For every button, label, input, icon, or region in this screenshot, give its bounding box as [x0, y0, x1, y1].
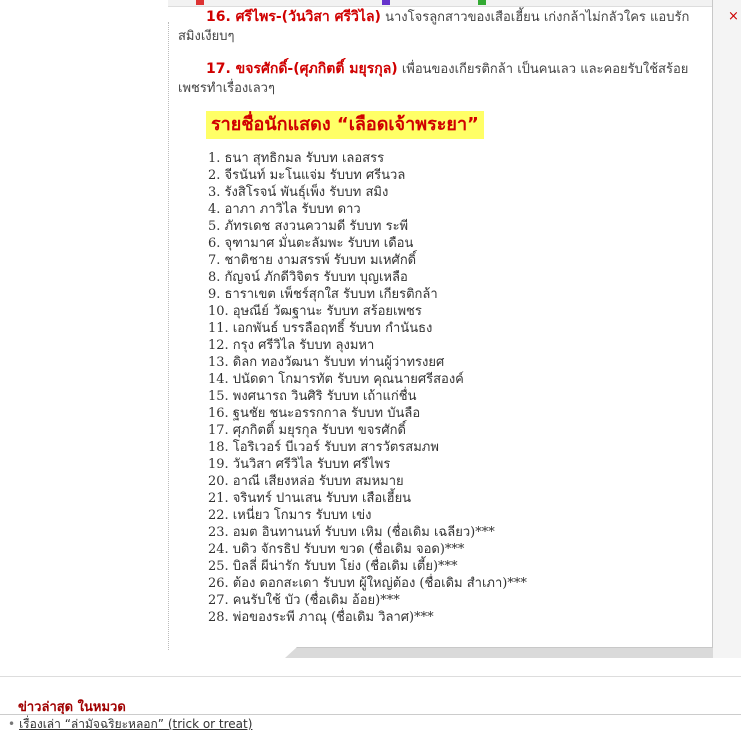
character-17-description: เพื่อนของเกียรติกล้า เป็นคนเลว และคอยรับใช้สร้อยเพชรทำเรื่องเลวๆ	[178, 62, 689, 96]
cast-item: 9. ธาราเขต เพ็ชร์สุกใส รับบท เกียรติกล้า	[208, 287, 438, 302]
cast-item: 27. คนรับใช้ บัว (ชื่อเดิม อ้อย)***	[208, 593, 400, 608]
character-17-title: 17. ขจรศักดิ์-(ศุภกิตติ์ มยุรกุล)	[206, 61, 398, 77]
cast-item: 20. อาณี เสียงหล่อ รับบท สมหมาย	[208, 474, 404, 489]
character-16-paragraph	[178, 8, 706, 46]
article-footer-bar	[0, 647, 713, 659]
left-sidebar	[0, 0, 168, 650]
character-16-description: นางโจรลูกสาวของเสือเฮี้ยน เก่งกล้าไม่กลัวใคร แอบรักสมิงเงียบๆ	[178, 10, 690, 44]
cast-item: 7. ชาติชาย งามสรรพ์ รับบท มเหศักดิ์	[208, 253, 417, 268]
content-divider	[168, 22, 169, 650]
right-sidebar	[713, 0, 741, 658]
close-icon[interactable]: ×	[728, 9, 739, 24]
cast-item: 17. ศุภกิตติ์ มยุรกุล รับบท ขจรศักดิ์	[208, 423, 406, 438]
cast-item: 25. บิลลี่ ผีน่ารัก รับบท โย่ง (ชื่อเดิม เตี้ย)***	[208, 559, 458, 574]
latest-news-link[interactable]: เรื่องเล่า “ล่ามัจฉริยะหลอก” (trick or treat)	[19, 717, 253, 731]
cast-item: 8. กัญจน์ ภักดีวิจิตร รับบท บุญเหลือ	[208, 270, 408, 285]
cast-item: 5. ภัทรเดช สงวนความดี รับบท ระพี	[208, 219, 409, 234]
cast-item: 28. พ่อของระพี ภาณุ (ชื่อเดิม วิลาศ)***	[208, 610, 434, 625]
cast-item: 26. ต้อง ดอกสะเดา รับบท ผู้ใหญ่ต้อง (ชื่อเดิม สำเภา)***	[208, 576, 527, 591]
cast-item: 16. ฐนชัย ชนะอรรกกาล รับบท บันลือ	[208, 406, 421, 421]
cast-item: 13. ดิลก ทองวัฒนา รับบท ท่านผู้ว่าทรงยศ	[208, 355, 445, 370]
cast-item: 2. จีรนันท์ มะโนแจ่ม รับบท ศรีนวล	[208, 168, 406, 183]
cast-item: 24. บดิว จักรธิป รับบท ขวด (ชื่อเดิม จอด)***	[208, 542, 465, 557]
cast-item: 6. จุฑามาศ มั่นตะลัมพะ รับบท เดือน	[208, 236, 414, 251]
cast-item: 23. อมต อินทานนท์ รับบท เหิม (ชื่อเดิม เฉลียว)***	[208, 525, 495, 540]
character-17-paragraph	[178, 60, 706, 98]
section-divider	[0, 676, 741, 677]
cast-item: 15. พงศนารถ วินศิริ รับบท เถ้าแก่ชื่น	[208, 389, 417, 404]
cast-heading: รายชื่อนักแสดง “เลือดเจ้าพระยา”	[206, 111, 484, 139]
cast-item: 1. ธนา สุทธิกมล รับบท เลอสรร	[208, 151, 385, 166]
cast-item: 11. เอกพันธ์ บรรลือฤทธิ์ รับบท กำนันธง	[208, 321, 433, 336]
cast-item: 3. รังสิโรจน์ พันธุ์เพ็ง รับบท สมิง	[208, 185, 389, 200]
cast-item: 4. อาภา ภาวิไล รับบท ดาว	[208, 202, 361, 217]
toolbar-green-icon[interactable]	[478, 0, 486, 5]
character-16-title: 16. ศรีไพร-(วันวิสา ศรีวิไล)	[206, 9, 381, 25]
bullet-icon: •	[8, 717, 16, 731]
cast-item: 19. วันวิสา ศรีวิไล รับบท ศรีไพร	[208, 457, 391, 472]
toolbar-red-icon[interactable]	[196, 0, 204, 5]
cast-item: 18. โอริเวอร์ บีเวอร์ รับบท สารวัตรสมภพ	[208, 440, 439, 455]
cast-list	[208, 150, 527, 626]
latest-news-title: ข่าวล่าสุด ในหมวด	[18, 700, 126, 715]
cast-item: 12. กรุง ศรีวิไล รับบท ลุงมหา	[208, 338, 375, 353]
toolbar-purple-icon[interactable]	[382, 0, 390, 5]
cast-item: 22. เหนี่ยว โกมาร รับบท เข่ง	[208, 508, 372, 523]
cast-item: 10. อุษณีย์ วัฒฐานะ รับบท สร้อยเพชร	[208, 304, 422, 319]
cast-item: 14. ปนัดดา โกมารทัต รับบท คุณนายศรีสองค์	[208, 372, 464, 387]
cast-item: 21. จรินทร์ ปานเสน รับบท เสือเฮี้ยน	[208, 491, 412, 506]
footer-shade	[285, 647, 713, 658]
